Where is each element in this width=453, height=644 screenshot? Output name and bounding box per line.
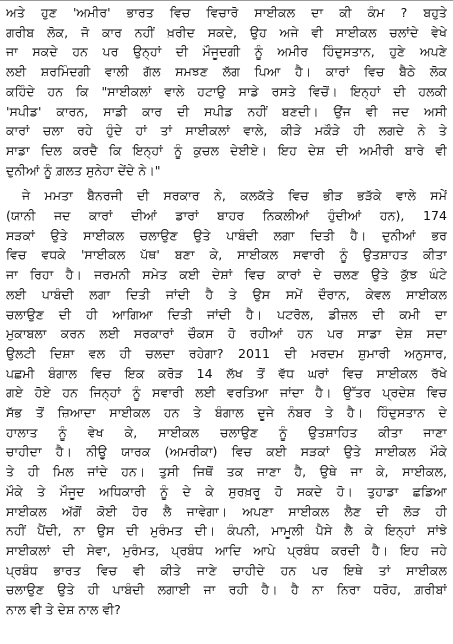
article-body [6, 3, 447, 620]
text-line: ਲਈ ਪਾਬੰਦੀ ਲਗਾ ਦਿਤੀ ਜਾਂਦੀ ਹੈ ਤੇ ਉਸ ਸਮੇਂ ਦੌਰਾਨ, ਕੇਵਲ ਸਾਈਕਲ [6, 286, 447, 302]
text-line: ਕਾਰਾਂ ਚਲਾ ਰਹੇ ਹੁੰਦੇ ਹਾਂ ਤਾਂ ਸਾਈਕਲਾਂ ਵਾਲੇ, ਕੀੜੇ ਮਕੌੜੇ ਹੀ ਲਗਦੇ ਨੇ ਤੇ [6, 123, 447, 139]
text-line: ਲਈ ਸ਼ਰਮਿੰਦਗੀ ਵਾਲੀ ਗੱਲ ਸਮਝਣ ਲੱਗ ਪਿਆ ਹੈ। ਕਾਰਾਂ ਵਿਚ ਬੈਠੇ ਲੋਕ [6, 64, 447, 80]
text-line: ਚਲਾਉਣ ਦੀ ਹੀ ਆਗਿਆ ਦਿਤੀ ਜਾਂਦੀ ਹੈ। ਪਟਰੋਲ, ਡੀਜ਼ਲ ਦੀ ਕਮੀ ਦਾ [6, 306, 447, 322]
text-line: ਅਤੇ ਹੁਣ 'ਅਮੀਰ' ਭਾਰਤ ਵਿਚ ਵਿਚਾਰੋ ਸਾਈਕਲ ਦਾ ਕੀ ਕੰਮ ? ਬਹੁਤੇ [6, 5, 447, 20]
text-line: ਪਛਮੀ ਬੰਗਾਲ ਵਿਚ ਇਕ ਕਰੋੜ 14 ਲੱਖ ਤੋਂ ਵੱਧ ਘਰਾਂ ਵਿਚ ਸਾਈਕਲ ਰੱਖੇ [6, 365, 447, 381]
text-line: ਗਰੀਬ ਲੋਕ, ਜੋ ਕਾਰ ਨਹੀਂ ਖ਼ਰੀਦ ਸਕਦੇ, ਉਹ ਅਜੇ ਵੀ ਸਾਈਕਲ ਚਲਾਂਦੇ ਵੇਖੇ [6, 24, 447, 40]
text-line: ਚਲਾਉਣ ਉਤੇ ਹੀ ਪਾਬੰਦੀ ਲਗਾਈ ਜਾ ਰਹੀ ਹੈ। ਹੈ ਨਾ ਨਿਰਾ ਧਰੋਹ, ਗ਼ਰੀਬਾਂ [6, 582, 447, 598]
text-line: ਸੱਭ ਤੋਂ ਜ਼ਿਆਦਾ ਸਾਈਕਲ ਹਨ ਤੇ ਬੰਗਾਲ ਦੂਜੇ ਨੰਬਰ ਤੇ ਹੈ। ਹਿੰਦੁਸਤਾਨ ਦੇ [6, 405, 447, 421]
text-line: ਸਾਡਾ ਦਿਲ ਕਰਦੈ ਕਿ ਇਨ੍ਹਾਂ ਨੂੰ ਕੁਚਲ ਦੇਈਏ। ਇਹ ਦੇਸ਼ ਦੀ ਅਮੀਰੀ ਬਾਰੇ ਵੀ [6, 142, 447, 158]
top-cut-edge [0, 0, 453, 1]
text-line: ਗਏ ਹੋਏ ਹਨ ਜਿਨ੍ਹਾਂ ਨੂੰ ਸਵਾਰੀ ਲਈ ਵਰਤਿਆ ਜਾਂਦਾ ਹੈ। ਉੱਤਰ ਪ੍ਰਦੇਸ਼ ਵਿਚ [6, 385, 447, 401]
text-line: ਸਾਈਕਲਾਂ ਦੀ ਸੇਵਾ, ਮੁਰੰਮਤ, ਪ੍ਰਬੰਧ ਆਦਿ ਆਪੇ ਪ੍ਰਬੰਧ ਕਰਦੀ ਹੈ। ਇਹ ਜਹੇ [6, 542, 447, 558]
text-line: ਜਾ ਰਿਹਾ ਹੈ। ਜਰਮਨੀ ਸਮੇਤ ਕਈ ਦੇਸ਼ਾਂ ਵਿਚ ਕਾਰਾਂ ਦੇ ਚਲਣ ਉਤੇ ਕੁੱਝ ਘੰਟੇ [6, 267, 447, 283]
text-line: ਦੁਨੀਆਂ ਨੂੰ ਗ਼ਲਤ ਸੁਨੇਹਾ ਦੇਂਦੇ ਨੇ।" [6, 162, 161, 178]
paragraph [6, 3, 447, 180]
text-line: ਪ੍ਰਬੰਧ ਭਾਰਤ ਵਿਚ ਵੀ ਕੀਤੇ ਜਾਣੇ ਚਾਹੀਦੇ ਹਨ ਪਰ ਇਥੇ ਤਾਂ ਸਾਈਕਲ [6, 562, 447, 578]
text-line: ਚਾਹੀਦਾ ਹੈ। ਨੀਊ ਯਾਰਕ (ਅਮਰੀਕਾ) ਵਿਚ ਕਈ ਸੜਕਾਂ ਉਤੇ ਸਾਈਕਲ ਮੌਕੇ [6, 444, 447, 460]
text-line: ਮੁਕਾਬਲਾ ਕਰਨ ਲਈ ਸਰਕਾਰਾਂ ਚੌਕਸ ਹੋ ਰਹੀਆਂ ਹਨ ਪਰ ਸਾਡਾ ਦੇਸ਼ ਸਦਾ [6, 326, 447, 342]
text-line: (ਯਾਨੀ ਜਦ ਕਾਰਾਂ ਦੀਆਂ ਡਾਰਾਂ ਬਾਹਰ ਨਿਕਲੀਆਂ ਹੁੰਦੀਆਂ ਹਨ), 174 [6, 208, 447, 224]
text-line: ਤੇ ਹੀ ਮਿਲ ਜਾਂਦੇ ਹਨ। ਤੁਸੀ ਜਿਥੋਂ ਤਕ ਜਾਣਾ ਹੈ, ਉਥੇ ਜਾ ਕੇ, ਸਾਈਕਲ, [6, 464, 447, 480]
text-line: ਸਾਈਕਲ ਅੱਗੋਂ ਕੋਈ ਹੋਰ ਲੈ ਜਾਵੇਗਾ। ਅਪਣਾ ਸਾਈਕਲ ਲੈਣ ਦੀ ਲੋੜ ਹੀ [6, 503, 447, 519]
text-line: ਜਾ ਸਕਦੇ ਹਨ ਪਰ ਉਨ੍ਹਾਂ ਦੀ ਮੌਜੂਦਗੀ ਨੂੰ ਅਮੀਰ ਹਿੰਦੁਸਤਾਨ, ਹੁਣੇ ਅਪਣੇ [6, 44, 447, 60]
paragraph [6, 186, 447, 619]
text-line: ਨਾਲ ਵੀ ਤੇ ਦੇਸ਼ ਨਾਲ ਵੀ? [6, 602, 121, 618]
text-line: ਜੇ ਮਮਤਾ ਬੈਨਰਜੀ ਦੀ ਸਰਕਾਰ ਨੇ, ਕਲਕੱਤੇ ਵਿਚ ਭੀੜ ਭੜੱਕੇ ਵਾਲੇ ਸਮੇਂ [22, 188, 447, 204]
text-line: ਸੜਕਾਂ ਉਤੇ ਸਾਈਕਲ ਚਲਾਉਣ ਉਤੇ ਪਾਬੰਦੀ ਲਗਾ ਦਿਤੀ ਹੈ। ਦੁਨੀਆਂ ਭਰ [6, 227, 447, 243]
text-line: ਉਲਟੀ ਦਿਸ਼ਾ ਵਲ ਹੀ ਚਲਦਾ ਰਹੇਗਾ? 2011 ਦੀ ਮਰਦਮ ਸ਼ੁਮਾਰੀ ਅਨੁਸਾਰ, [6, 345, 447, 361]
text-line: ਮੌਕੇ ਤੇ ਮੌਜੂਦ ਅਧਿਕਾਰੀ ਨੂੰ ਦੇ ਕੇ ਸੁਰਖ਼ਰੂ ਹੋ ਸਕਦੇ ਹੋ। ਤੁਹਾਡਾ ਛਡਿਆ [6, 483, 447, 499]
text-line: 'ਸਪੀਡ' ਕਾਰਨ, ਸਾਡੀ ਕਾਰ ਦੀ ਸਪੀਡ ਨਹੀਂ ਬਣਦੀ। ਉਂਜ ਵੀ ਜਦ ਅਸੀ [6, 103, 447, 119]
text-line: ਹਾਲਾਤ ਨੂੰ ਵੇਖ ਕੇ, ਸਾਈਕਲ ਚਲਾਉਣ ਨੂੰ ਉਤਸ਼ਾਹਿਤ ਕੀਤਾ ਜਾਣਾ [6, 424, 447, 440]
text-line: ਕਹਿੰਦੇ ਹਨ ਕਿ "ਸਾਈਕਲਾਂ ਵਾਲੇ ਹਟਾਉ ਸਾਡੇ ਰਸਤੇ ਵਿਚੋਂ। ਇਨ੍ਹਾਂ ਦੀ ਹਲਕੀ [6, 83, 447, 99]
text-line: ਵਿਚ ਵਧਕੇ 'ਸਾਈਕਲ ਪੱਥ' ਬਣਾ ਕੇ, ਸਾਈਕਲ ਸਵਾਰੀ ਨੂੰ ਉਤਸ਼ਾਹਤ ਕੀਤਾ [6, 247, 447, 263]
text-line: ਨਹੀਂ ਪੈਂਦੀ, ਨਾ ਉਸ ਦੀ ਮੁਰੰਮਤ ਦੀ। ਕੰਪਨੀ, ਮਾਮੂਲੀ ਪੈਸੇ ਲੈ ਕੇ ਇਨ੍ਹਾਂ ਸਾਂਝੇ [6, 523, 447, 539]
